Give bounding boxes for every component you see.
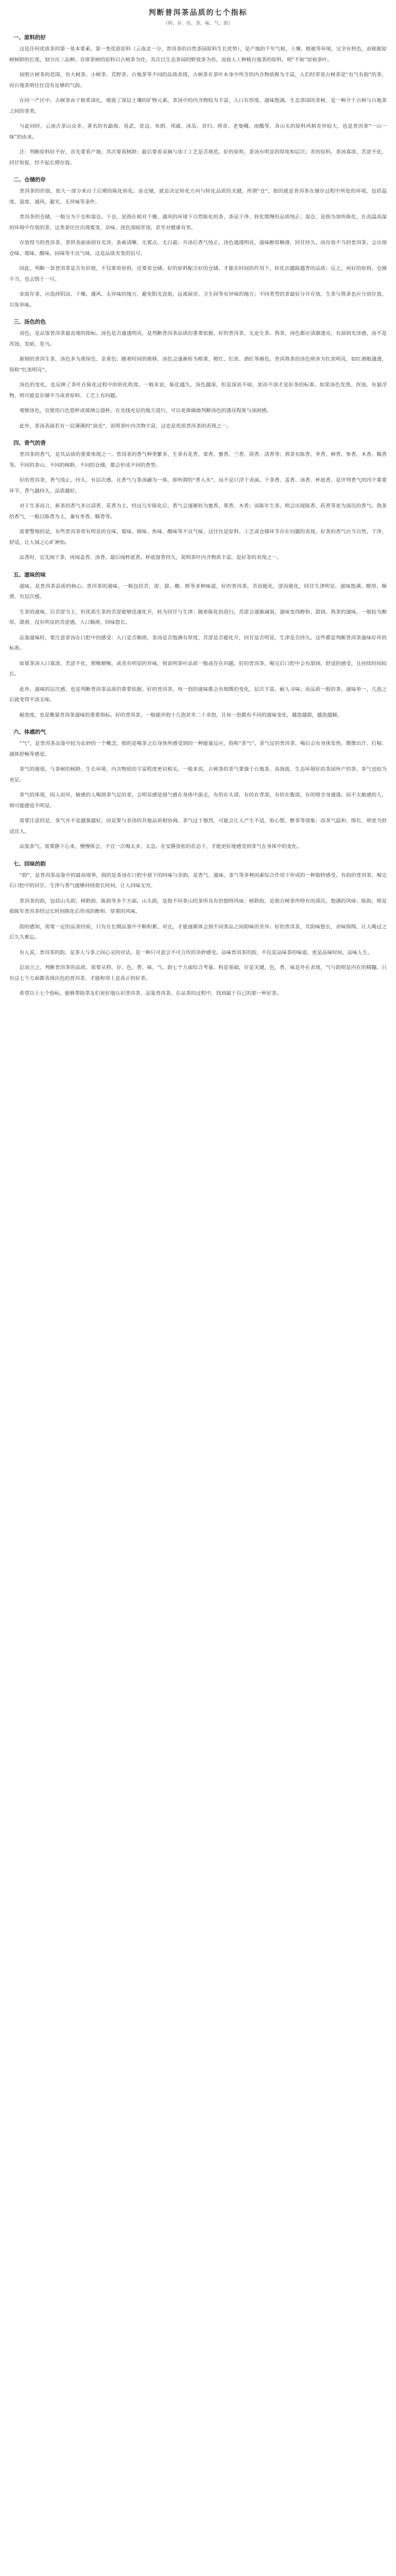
body-paragraph: 此外，茶汤表面若有一层薄薄的“油光”，说明茶叶内含物丰富，这也是优质普洱茶的表现之一。	[19, 423, 232, 429]
body-paragraph: 耐泡度，也是衡量普洱茶滋味的重要指标。好的普洱茶，一般能冲泡十几泡甚至二十余泡，且每一泡都有不同的滋味变化，越泡越甜，越泡越顺。	[19, 712, 342, 718]
section-heading: 七、回味的韵	[13, 860, 46, 867]
body-paragraph: 普洱茶的仓储，一般分为干仓和湿仓。干仓，是指在相对干燥、通风的环境下自然陈化的茶，茶品干净、转化缓慢但品质纯正；湿仓，是指为加快陈化，在高温高湿的环境中存放的茶，这类茶往往出现霉变、杂味，汤色深暗浑浊，甚至对健康有害。	[9, 214, 387, 231]
body-paragraph: 因此，判断一款普洱茶是否有价值，不仅要看原料，还要看仓储。好的原料配合好的仓储，才能在时间的作用下，转化出越陈越香的品质；反之，再好的原料，仓储不当，也会毁于一旦。	[9, 266, 387, 282]
article-section	[9, 439, 387, 564]
section-heading: 六、体感的气	[13, 729, 46, 735]
article-subtitle: （料、存、色、香、味、气、韵）	[163, 21, 233, 26]
article-section	[9, 33, 387, 168]
article-section	[9, 571, 387, 721]
body-paragraph: “韵”，是普洱茶品鉴中的最高境界，指的是茶汤在口腔中留下的回味与余韵，是香气、滋味、茶气等多种因素综合作用下形成的一种独特感受。有韵的普洱茶，喝完后口腔中的回甘、生津与香气能够持续很长时间，让人回味无穷。	[9, 872, 387, 889]
body-paragraph: 有人说，普洱茶的韵，是茶人与茶之间心灵的对话，是一种只可意会不可言传的美妙感受。品味普洱茶的韵，不仅是品味茶的味道，更是品味时间、品味人生。	[19, 950, 373, 956]
body-paragraph: 观察汤色，宜使用白色瓷杯或玻璃公道杯，在光线充足的地方进行，可以更准确地判断汤色的透亮程度与油润感。	[19, 408, 272, 414]
body-paragraph: 需要注意的是，茶气并不是越强越好，而是要与茶汤的其他品质相协调。茶气过于强烈，可能会让人产生不适，如心慌、醉茶等现象；而茶气温和、绵长，则更为舒适宜人。	[9, 818, 387, 835]
body-paragraph: 普洱茶的韵，包括山头韵、树龄韵、陈韵等多个方面。山头韵，是指不同茶山的茶所具有的独特风味；树龄韵，是指古树茶所特有的深沉、饱满的风味；陈韵，则是指陈年普洱茶经过长时间陈化后形成的醇和、厚重的风味。	[9, 898, 387, 914]
body-paragraph: 家庭存茶，应选择阴凉、干燥、通风、无异味的地方，避免阳光直射，远离厨房、卫生间等有异味的地方；不同类型的茶最好分开存放，生茶与熟茶也应分别存放，以免串味。	[9, 292, 387, 308]
body-paragraph: 汤色，是品鉴普洱茶最直观的指标。汤色是否通透明亮，是判断普洱茶品质的重要依据。好的普洱茶，无论生茶、熟茶，汤色都应清澈透亮，有油润光泽感，而不是浑浊、发暗、发乌。	[9, 331, 387, 347]
body-paragraph: 在同一产区中，古树茶由于根系深扎，吸收了深层土壤的矿物元素，茶汤中的内含物较为丰富，入口有厚度、滋味饱满。生态茶园的茶树，是一种介于古树与台地茶之间的茶类。	[9, 98, 387, 114]
body-paragraph: 这是任何优质茶的第一基本要素。第一类优质原料（云南北一分，普洱茶的自然茶园原料生长优势），是产地的千年气候、土壤、植被等环境，完全有特色，而根据原树树龄的长度，划分出三品种。首席茶树的原料以古树茶为佳，其次以生态茶园的野放茶为佳，而按人工种植台地茶的原料，则“不如”原始茶叶。	[9, 46, 387, 63]
body-paragraph: “气”，是普洱茶品鉴中较为玄妙的一个概念，指的是喝茶之后身体所感受到的一种能量反应，俗称“茶气”。茶气足的普洱茶，喝后会有身体发热、微微出汗、打嗝、通体舒畅等感觉。	[9, 741, 387, 757]
body-paragraph: 总而言之，判断普洱茶的品质，需要从料、存、色、香、味、气、韵七个方面综合考量。料是基础，存是关键，色、香、味是外在表现，气与韵则是内在的精髓。只有这七个方面都表现出色的普洱茶，才能称得上是真正的好茶。	[9, 965, 387, 981]
body-paragraph: 品鉴茶气，需要静下心来，慢慢体会，不宜一次喝太多、太急。在安静放松的状态下，才能更好地感受到茶气在身体中的变化。	[19, 844, 302, 850]
body-paragraph: 生茶的滋味，以苦涩为主，但优质生茶的苦涩能够迅速化开，转为回甘与生津；随着陈化的进行，苦涩会逐渐减弱，滋味变得醇和、甜润。熟茶的滋味，一般较为醇厚、甜滑，没有明显的苦涩感，入口顺滑，回味悠长。	[9, 609, 387, 625]
article-body	[9, 33, 387, 999]
body-paragraph: 存放得当的普洱茶，茶饼表面油润有光泽，条索清晰，无霉点、无白霜；开汤后香气纯正，汤色通透明亮，滋味醇厚顺滑，回甘持久。而存放不当的普洱茶，会出现仓味、霉味、酸味、闷味等不良气味，这是品质劣变的信号。	[9, 240, 387, 257]
body-paragraph: 注：判断原料好不好，首先要看产地；其次要看树龄；最后要看采摘与加工工艺是否规范。好的原料，茶汤有明显的厚度和层次；差的原料，茶汤寡淡、苦涩不化、回甘短促，经不起长期存放。	[9, 149, 387, 166]
body-paragraph: 对于生茶而言，新茶的香气多以清香、花香为主，经过几年陈化后，香气会逐渐转为蜜香、果香、木香；而陈年生茶，则会出现陈香、药香等更为深沉的香气。熟茶的香气，一般以陈香为主，兼有枣香、糯香等。	[9, 503, 387, 520]
section-heading: 三、汤色的色	[13, 319, 46, 325]
body-paragraph: 此外，滋味的层次感，也是判断普洱茶品质的重要依据。好的普洱茶，每一泡的滋味都会有细微的变化，层次丰富，耐人寻味；而品质一般的茶，滋味单一，几泡之后就变得平淡无味。	[9, 686, 387, 703]
body-paragraph: 滋味，是普洱茶品质的核心。普洱茶的滋味，一般包括苦、涩、甜、酸、鲜等多种味道，好的普洱茶，苦而能化、涩而能化，回甘生津明显，滋味饱满、醇厚、顺滑、有层次感。	[9, 583, 387, 600]
body-paragraph: 韵的感知，需要一定的品茶经验，只有在长期品鉴中不断积累、对比，才能逐渐体会到不同茶品之间韵味的差异。好的普洱茶，其韵味悠长，余味绵绵，让人喝过之后久久难忘。	[9, 924, 387, 940]
section-heading: 一、原料的好	[13, 35, 46, 41]
article-section	[9, 318, 387, 432]
body-paragraph: 普洱茶的价值，很大一部分来自于后期的陈化转化。而仓储，就是决定转化方向与转化品质的关键。所谓“仓”，指的就是普洱茶在储存过程中所处的环境，包括温度、湿度、通风、避光、无异味等条件。	[9, 189, 387, 205]
body-paragraph: 与此同时，云南古茶山众多，著名的有勐海、易武、景迈、布朗、邦崴、冰岛、昔归、班章、老曼峨、南糯等，各山头的原料风格差异较大，也是普洱茶“一山一味”的由来。	[9, 124, 387, 140]
article-title: 判断普洱茶品质的七个指标	[148, 9, 248, 17]
article-section	[9, 176, 387, 311]
body-paragraph: 汤色的变化，也反映了茶叶在陈化过程中的转化程度。一般来说，陈化越久，汤色越深，但是深而不暗、浓而不浊才是好茶的标准。如果汤色发黑、浑浊、有悬浮物，则可能是存储不当或者原料、工艺上有问题。	[9, 382, 387, 399]
body-paragraph: 按照古树茶的范围，有大树茶、小树茶、荒野茶、台地茶等不同的品质表现，古树茶在茶叶本身中所含的内含物质极为丰富，人们经常说古树茶是“有气有韵”的茶，而台地茶则往往没有足够的气韵。	[9, 72, 387, 89]
body-paragraph: 好的普洱茶，香气纯正、持久、有层次感，且香气与茶汤融为一体，即所谓的“香入水”，而不是只浮于表面。干茶香、盖香、汤香、杯底香，是评判香气的四个重要环节，香气越持久，品质越好。	[9, 478, 387, 494]
section-heading: 四、香气的香	[13, 440, 46, 446]
body-paragraph: 茶气的强弱，与茶树的树龄、生长环境、内含物质的丰富程度密切相关。一般来说，古树茶的茶气要强于台地茶，高海拔、生态环境好的茶园所产的茶，茶气也较为充足。	[9, 767, 387, 783]
body-paragraph: 茶气的体现，因人而异，敏感的人喝到茶气足的茶，会明显感觉到气感在身体中游走，有的在头部，有的在背部，有的在腹部，有的则全身通透。而不太敏感的人，则可能感觉不明显。	[9, 792, 387, 809]
article-section	[9, 860, 387, 999]
section-heading: 五、滋味的味	[13, 571, 46, 578]
body-paragraph: 普洱茶的香气，是其品质的重要体现之一。普洱茶的香气种类繁多，生茶有花香、果香、蜜香、兰香、荷香、清香等；熟茶有陈香、枣香、樟香、参香、木香、糯香等。不同的茶山、不同的树龄、不同的仓储，都会形成不同的香型。	[9, 452, 387, 468]
body-paragraph: 需要警惕的是，有些普洱茶带有明显的仓味、霉味、烟味、焦味、酸味等不良气味，这往往是原料、工艺或仓储环节存在问题的表现。好茶的香气应当自然、干净、舒适，让人闻之心旷神怡。	[9, 529, 387, 546]
body-paragraph: 希望以上七个指标，能够帮助茶友们更好地认识普洱茶、品鉴普洱茶，在品茶的过程中，找到属于自己的那一杯好茶。	[19, 991, 282, 996]
body-paragraph: 新制的普洱生茶，汤色多为黄绿色、金黄色；随着时间的推移，汤色会逐渐转为橙黄、橙红、红浓、酒红等颜色。普洱熟茶的汤色则多为红浓明亮，如红酒般通透，俗称“红浓明亮”。	[9, 357, 387, 373]
body-paragraph: 如果茶汤入口寡淡、苦涩不化、锁喉刺喉，或者有明显的异味，则说明茶叶品质一般或存在问题。好的普洱茶，喝完后口腔中会有甜润、舒适的感受，且持续时间较长。	[9, 660, 387, 677]
section-heading: 二、仓储的存	[13, 177, 46, 183]
body-paragraph: 品香时，宜先闻干茶，再闻盖香、汤香，最后闻杯底香。杯底留香持久，说明茶叶内含物质丰富，是好茶的表现之一。	[19, 555, 282, 561]
article-section	[9, 728, 387, 853]
body-paragraph: 品鉴滋味时，要注意茶汤在口腔中的感受：入口是否顺滑，茶汤是否饱满有厚度，苦涩是否能化开，回甘是否明显，生津是否持久。这些都是判断普洱茶滋味好坏的标准。	[9, 635, 387, 651]
